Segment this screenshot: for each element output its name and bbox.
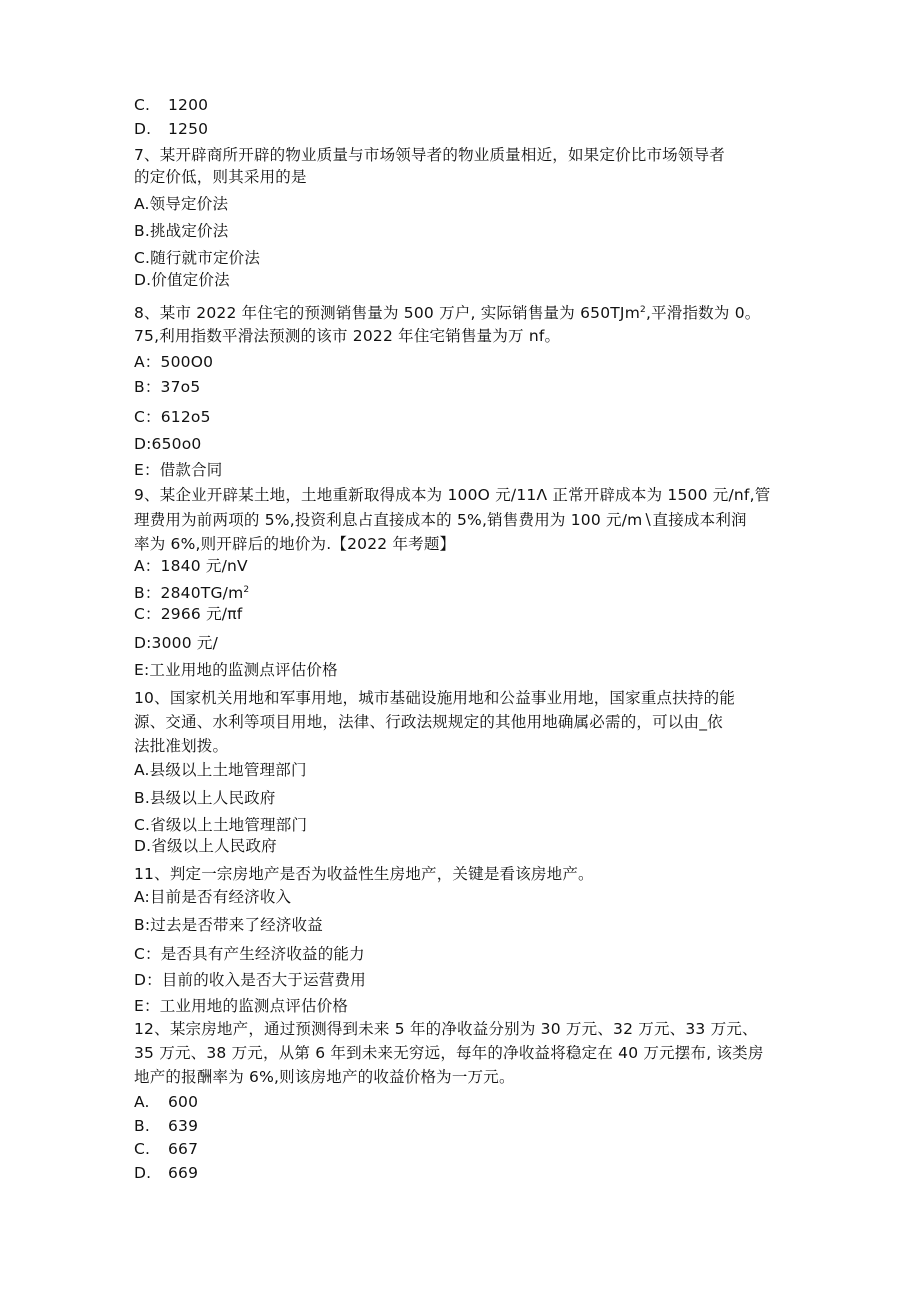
q10-stem-line-2: 源、交通、水利等项目用地，法律、行政法规规定的其他用地确属必需的，可以由_依 bbox=[134, 713, 723, 731]
q8-stem-line-1 bbox=[134, 300, 760, 323]
q12-option-a bbox=[134, 1092, 198, 1112]
q12-option-b bbox=[134, 1116, 198, 1136]
q7-stem-line-1: 7、某开辟商所开辟的物业质量与市场领导者的物业质量相近，如果定价比市场领导者 bbox=[134, 146, 725, 164]
q9-option-b bbox=[134, 580, 249, 603]
q10-stem-line-3: 法批准划拨。 bbox=[134, 737, 229, 755]
option-letter: A. bbox=[134, 1093, 150, 1111]
q9-stem-line-3: 率为 6%,则开辟后的地价为.【2022 年考题】 bbox=[134, 535, 456, 553]
q8-stem-part-b: ,平滑指数为 0。 bbox=[645, 304, 761, 322]
q7-option-b: B.挑战定价法 bbox=[134, 222, 229, 240]
q10-option-c: C.省级以上土地管理部门 bbox=[134, 816, 308, 834]
q8-stem-part-a: 8、某市 2022 年住宅的预测销售量为 500 万户, 实际销售量为 650TJm bbox=[134, 304, 641, 322]
q7-option-d: D.价值定价法 bbox=[134, 271, 230, 289]
option-value: 667 bbox=[168, 1140, 199, 1158]
option-value: 1250 bbox=[168, 120, 209, 138]
option-value: 1200 bbox=[168, 96, 209, 114]
q8-option-a: A：500O0 bbox=[134, 353, 214, 371]
q12-option-d bbox=[134, 1163, 198, 1183]
q10-option-b: B.县级以上人民政府 bbox=[134, 789, 276, 807]
option-letter: D. bbox=[134, 1164, 152, 1182]
q8-option-e: E：借款合同 bbox=[134, 461, 223, 479]
option-letter: B. bbox=[134, 1117, 150, 1135]
q10-option-d: D.省级以上人民政府 bbox=[134, 837, 277, 855]
q11-stem: 11、判定一宗房地产是否为收益性生房地产，关键是看该房地产。 bbox=[134, 865, 594, 883]
q9-stem-line-1: 9、某企业开辟某土地，土地重新取得成本为 100O 元∕11Λ 正常开辟成本为 1500 元/nf,管 bbox=[134, 486, 771, 504]
q9-option-b-text: B：2840TG/m bbox=[134, 584, 244, 602]
option-letter: C. bbox=[134, 1140, 151, 1158]
q7-option-c: C.随行就市定价法 bbox=[134, 249, 261, 267]
option-value: 639 bbox=[168, 1117, 199, 1135]
q7-option-a: A.领导定价法 bbox=[134, 195, 229, 213]
q12-option-c bbox=[134, 1139, 198, 1159]
q8-stem-line-2: 75,利用指数平滑法预测的该市 2022 年住宅销售量为万 nf。 bbox=[134, 327, 561, 345]
q9-option-d: D:3000 元/ bbox=[134, 634, 219, 652]
q8-option-c: C：612o5 bbox=[134, 408, 211, 426]
q12-stem-line-3: 地产的报酬率为 6%,则该房地产的收益价格为一万元。 bbox=[134, 1068, 515, 1086]
q9-stem-line-2: 理费用为前两项的 5%,投资利息占直接成本的 5%,销售费用为 100 元/m∖直接成本利润 bbox=[134, 511, 747, 529]
superscript: 2 bbox=[243, 585, 250, 595]
superscript: 2 bbox=[640, 305, 646, 315]
option-letter: D. bbox=[134, 120, 152, 138]
q11-option-b: B:过去是否带来了经济收益 bbox=[134, 916, 323, 934]
q11-option-a: A:目前是否有经济收入 bbox=[134, 888, 292, 906]
q11-option-c: C：是否具有产生经济收益的能力 bbox=[134, 945, 365, 963]
option-c bbox=[134, 95, 208, 115]
q8-option-b: B：37o5 bbox=[134, 378, 201, 396]
option-letter: C. bbox=[134, 96, 151, 114]
option-value: 669 bbox=[168, 1164, 199, 1182]
q11-option-e: E：工业用地的监测点评估价格 bbox=[134, 997, 349, 1015]
q9-option-a: A：1840 元/nV bbox=[134, 557, 248, 575]
q7-stem-line-2: 的定价低，则其采用的是 bbox=[134, 168, 307, 186]
q9-option-c: C：2966 元∕πf bbox=[134, 605, 243, 623]
q10-option-a: A.县级以上土地管理部门 bbox=[134, 761, 307, 779]
q10-stem-line-1: 10、国家机关用地和军事用地，城市基础设施用地和公益事业用地，国家重点扶持的能 bbox=[134, 689, 736, 707]
q12-stem-line-2: 35 万元、38 万元，从第 6 年到未来无穷远，每年的净收益将稳定在 40 万元摆布, 该类房 bbox=[134, 1044, 764, 1062]
q9-option-e: E:工业用地的监测点评估价格 bbox=[134, 661, 338, 679]
q12-stem-line-1: 12、某宗房地产，通过预测得到未来 5 年的净收益分别为 30 万元、32 万元、33 万元、 bbox=[134, 1020, 758, 1038]
q11-option-d: D：目前的收入是否大于运营费用 bbox=[134, 971, 366, 989]
q8-option-d: D:650o0 bbox=[134, 435, 202, 453]
option-d bbox=[134, 119, 208, 139]
option-value: 600 bbox=[168, 1093, 199, 1111]
